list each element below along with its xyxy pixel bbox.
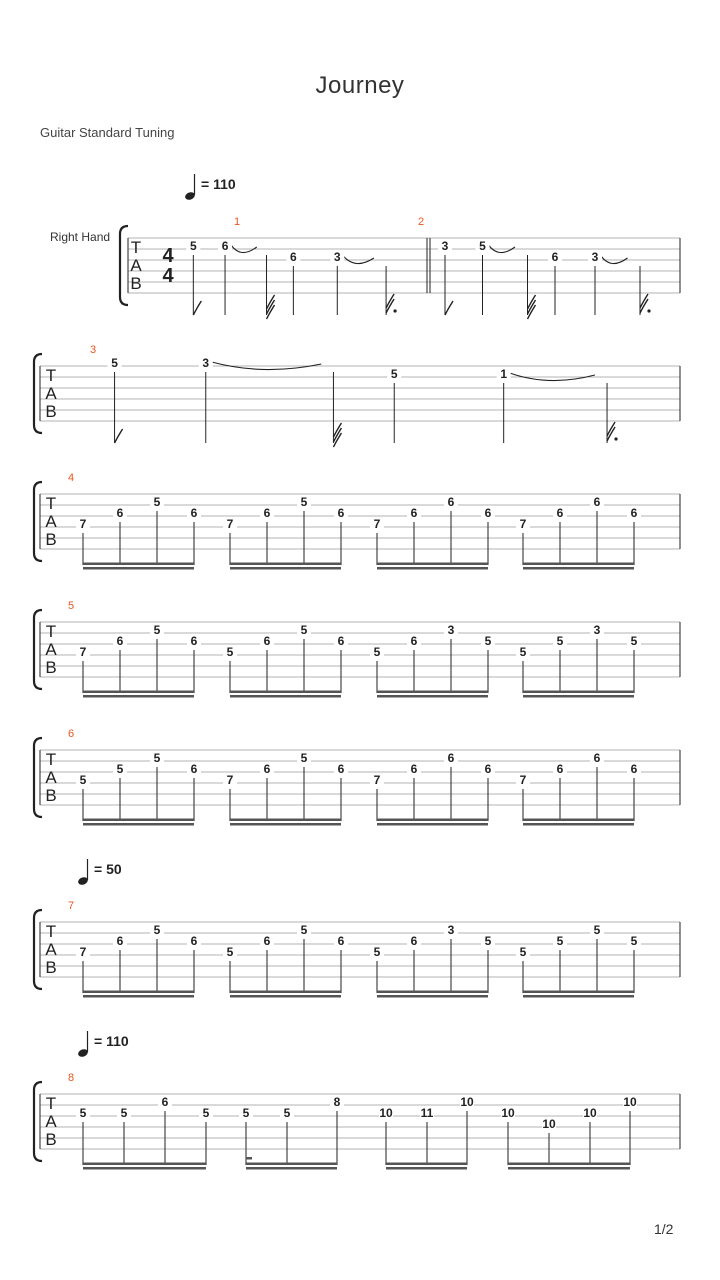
- beam: [83, 991, 194, 994]
- fret-number: 6: [190, 934, 198, 948]
- fret-number: 5: [120, 1106, 128, 1120]
- fret-number: 10: [583, 1106, 597, 1120]
- duration-dot: [614, 437, 617, 440]
- tab-clef-letter: B: [45, 658, 57, 677]
- fret-number: 5: [153, 751, 161, 765]
- fret-number: 7: [79, 645, 87, 659]
- fret-number: 5: [373, 645, 381, 659]
- fret-number: 7: [373, 517, 381, 531]
- beam: [83, 819, 194, 822]
- beam: [230, 819, 341, 822]
- beam: [230, 823, 341, 826]
- tab-clef-letter: B: [45, 786, 57, 805]
- tab-clef-letter: A: [45, 384, 57, 403]
- fret-number: 5: [556, 934, 564, 948]
- fret-number: 5: [202, 1106, 210, 1120]
- measure-number: 8: [68, 1072, 75, 1084]
- tab-clef-letter: T: [45, 622, 57, 641]
- fret-number: 5: [111, 356, 118, 370]
- fret-number: 8: [333, 1095, 341, 1109]
- note-flag: [445, 301, 453, 315]
- fret-number: 6: [116, 506, 124, 520]
- tab-clef-letter: B: [130, 274, 142, 293]
- fret-number: 6: [337, 634, 345, 648]
- measure-number: 5: [68, 600, 75, 612]
- beam: [83, 695, 194, 698]
- fret-number: 7: [79, 517, 87, 531]
- measure-number: 3: [90, 344, 97, 356]
- beam: [377, 823, 488, 826]
- fret-number: 6: [263, 634, 271, 648]
- fret-number: 5: [189, 239, 197, 253]
- beam: [83, 563, 194, 566]
- beam: [230, 991, 341, 994]
- tab-clef-letter: A: [45, 768, 57, 787]
- tab-clef-letter: A: [45, 1112, 57, 1131]
- fret-number: 5: [226, 645, 234, 659]
- fret-number: 3: [593, 623, 601, 637]
- fret-number: 10: [501, 1106, 515, 1120]
- fret-number: 11: [420, 1106, 434, 1120]
- tempo-value: = 50: [94, 861, 122, 877]
- beam: [83, 1167, 206, 1170]
- fret-number: 5: [300, 751, 308, 765]
- fret-number: 1: [500, 367, 508, 381]
- fret-number: 7: [519, 517, 527, 531]
- fret-number: 6: [337, 762, 345, 776]
- measure-number: 4: [68, 472, 75, 484]
- fret-number: 6: [410, 762, 418, 776]
- fret-number: 5: [484, 634, 492, 648]
- fret-number: 5: [79, 773, 87, 787]
- fret-number: 7: [79, 945, 87, 959]
- fret-number: 7: [226, 773, 234, 787]
- fret-number: 7: [373, 773, 381, 787]
- measure-number: 6: [68, 728, 75, 740]
- fret-number: 6: [551, 250, 559, 264]
- fret-number: 6: [410, 634, 418, 648]
- time-signature-bottom: 4: [162, 265, 174, 287]
- tab-clef-letter: T: [45, 494, 57, 513]
- beam: [508, 1163, 630, 1166]
- fret-number: 6: [263, 506, 271, 520]
- fret-number: 3: [202, 356, 210, 370]
- fret-number: 6: [447, 751, 455, 765]
- fret-number: 6: [263, 762, 271, 776]
- fret-number: 6: [593, 495, 601, 509]
- duration-dot: [393, 309, 396, 312]
- beam: [386, 1167, 467, 1170]
- tab-clef-letter: B: [45, 402, 57, 421]
- beam: [523, 819, 634, 822]
- fret-number: 5: [300, 495, 308, 509]
- beam: [230, 567, 341, 570]
- beam: [523, 695, 634, 698]
- fret-number: 5: [300, 923, 308, 937]
- time-signature-top: 4: [162, 245, 174, 267]
- beam: [377, 695, 488, 698]
- tab-clef-letter: A: [45, 940, 57, 959]
- fret-number: 5: [283, 1106, 291, 1120]
- fret-number: 6: [190, 762, 198, 776]
- system-bracket: [120, 226, 128, 305]
- beam: [230, 995, 341, 998]
- fret-number: 5: [153, 623, 161, 637]
- fret-number: 5: [593, 923, 601, 937]
- fret-number: 3: [441, 239, 449, 253]
- beam: [377, 819, 488, 822]
- fret-number: 5: [484, 934, 492, 948]
- tab-clef-letter: B: [45, 958, 57, 977]
- fret-number: 7: [519, 773, 527, 787]
- fret-number: 5: [373, 945, 381, 959]
- beam-stub: [246, 1157, 252, 1160]
- beam: [523, 563, 634, 566]
- fret-number: 10: [542, 1117, 556, 1131]
- duration-dot: [647, 309, 650, 312]
- beam: [83, 567, 194, 570]
- beam: [377, 567, 488, 570]
- fret-number: 6: [221, 239, 229, 253]
- fret-number: 7: [226, 517, 234, 531]
- beam: [230, 695, 341, 698]
- fret-number: 3: [333, 250, 341, 264]
- fret-number: 5: [630, 934, 638, 948]
- fret-number: 6: [161, 1095, 169, 1109]
- fret-number: 6: [190, 506, 198, 520]
- fret-number: 5: [519, 945, 527, 959]
- beam: [83, 691, 194, 694]
- tab-clef-letter: T: [45, 366, 57, 385]
- tempo-value: = 110: [94, 1033, 129, 1049]
- beam: [230, 563, 341, 566]
- beam: [377, 691, 488, 694]
- beam: [377, 991, 488, 994]
- beam: [523, 823, 634, 826]
- fret-number: 5: [242, 1106, 250, 1120]
- tab-clef-letter: A: [130, 256, 142, 275]
- fret-number: 6: [484, 762, 492, 776]
- fret-number: 5: [630, 634, 638, 648]
- tab-clef-letter: B: [45, 530, 57, 549]
- fret-number: 6: [410, 506, 418, 520]
- note-flag: [193, 301, 201, 315]
- beam: [523, 995, 634, 998]
- beam: [246, 1163, 337, 1166]
- tab-clef-letter: A: [45, 512, 57, 531]
- fret-number: 5: [226, 945, 234, 959]
- fret-number: 6: [190, 634, 198, 648]
- fret-number: 5: [556, 634, 564, 648]
- beam: [230, 691, 341, 694]
- fret-number: 5: [153, 495, 161, 509]
- fret-number: 5: [116, 762, 124, 776]
- tab-clef-letter: B: [45, 1130, 57, 1149]
- fret-number: 5: [79, 1106, 87, 1120]
- tuning-label: Guitar Standard Tuning: [40, 125, 175, 140]
- fret-number: 6: [337, 506, 345, 520]
- fret-number: 6: [556, 762, 564, 776]
- beam: [508, 1167, 630, 1170]
- note-flag: [115, 429, 123, 443]
- fret-number: 10: [460, 1095, 474, 1109]
- fret-number: 5: [479, 239, 486, 253]
- page-number: 1/2: [654, 1221, 674, 1237]
- fret-number: 6: [116, 634, 124, 648]
- fret-number: 6: [630, 506, 638, 520]
- fret-number: 5: [300, 623, 308, 637]
- beam: [523, 991, 634, 994]
- fret-number: 6: [447, 495, 455, 509]
- fret-number: 5: [153, 923, 161, 937]
- measure-number: 2: [418, 216, 425, 228]
- fret-number: 6: [630, 762, 638, 776]
- fret-number: 10: [379, 1106, 393, 1120]
- measure-number: 7: [68, 900, 75, 912]
- fret-number: 5: [519, 645, 527, 659]
- fret-number: 6: [116, 934, 124, 948]
- fret-number: 3: [447, 623, 455, 637]
- track-name: Right Hand: [50, 230, 111, 244]
- fret-number: 5: [390, 367, 398, 381]
- beam: [386, 1163, 467, 1166]
- beam: [523, 691, 634, 694]
- beam: [83, 823, 194, 826]
- score-title: Journey: [315, 72, 405, 99]
- fret-number: 6: [556, 506, 564, 520]
- beam: [83, 1163, 206, 1166]
- fret-number: 6: [410, 934, 418, 948]
- fret-number: 3: [591, 250, 599, 264]
- beam: [377, 563, 488, 566]
- beam: [523, 567, 634, 570]
- beam: [377, 995, 488, 998]
- tab-clef-letter: T: [45, 1094, 57, 1113]
- fret-number: 10: [623, 1095, 637, 1109]
- fret-number: 6: [337, 934, 345, 948]
- tab-clef-letter: T: [45, 922, 57, 941]
- beam: [246, 1167, 337, 1170]
- fret-number: 6: [263, 934, 271, 948]
- beam: [83, 995, 194, 998]
- fret-number: 6: [290, 250, 297, 264]
- measure-number: 1: [234, 216, 241, 228]
- fret-number: 3: [447, 923, 455, 937]
- fret-number: 6: [484, 506, 492, 520]
- tab-clef-letter: A: [45, 640, 57, 659]
- tab-clef-letter: T: [130, 238, 142, 257]
- tab-clef-letter: T: [45, 750, 57, 769]
- tempo-value: = 110: [201, 176, 236, 192]
- fret-number: 6: [593, 751, 601, 765]
